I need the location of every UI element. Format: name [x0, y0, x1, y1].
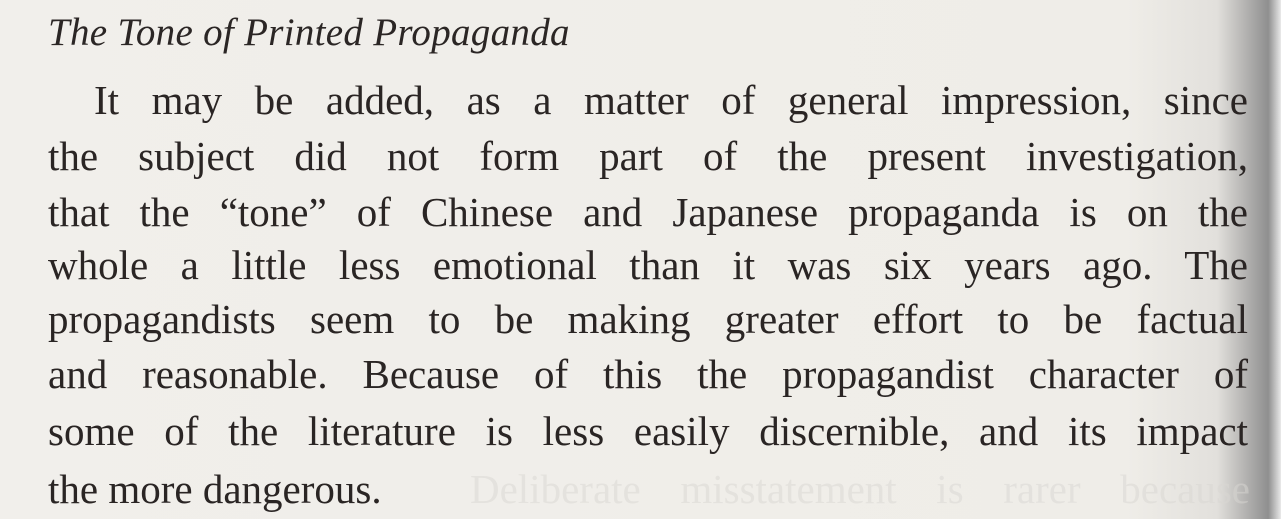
paragraph-line: It may be added, as a matter of general impression, since	[94, 77, 1248, 123]
paragraph-line: whole a little less emotional than it was six years ago. The	[48, 242, 1248, 288]
paragraph-line: some of the literature is less easily discernible, and its impact	[48, 408, 1248, 454]
paragraph-line: that the “tone” of Chinese and Japanese propaganda is on the	[48, 189, 1248, 235]
paragraph-line: the subject did not form part of the present investigation,	[48, 133, 1248, 179]
paragraph-line: propagandists seem to be making greater effort to be factual	[48, 296, 1248, 342]
paragraph-line: and reasonable. Because of this the propagandist character of	[48, 351, 1248, 397]
paragraph-line: the more dangerous.	[48, 466, 382, 512]
faded-text: Deliberate misstatement is rarer because	[470, 466, 1250, 512]
section-heading: The Tone of Printed Propaganda	[48, 11, 570, 54]
